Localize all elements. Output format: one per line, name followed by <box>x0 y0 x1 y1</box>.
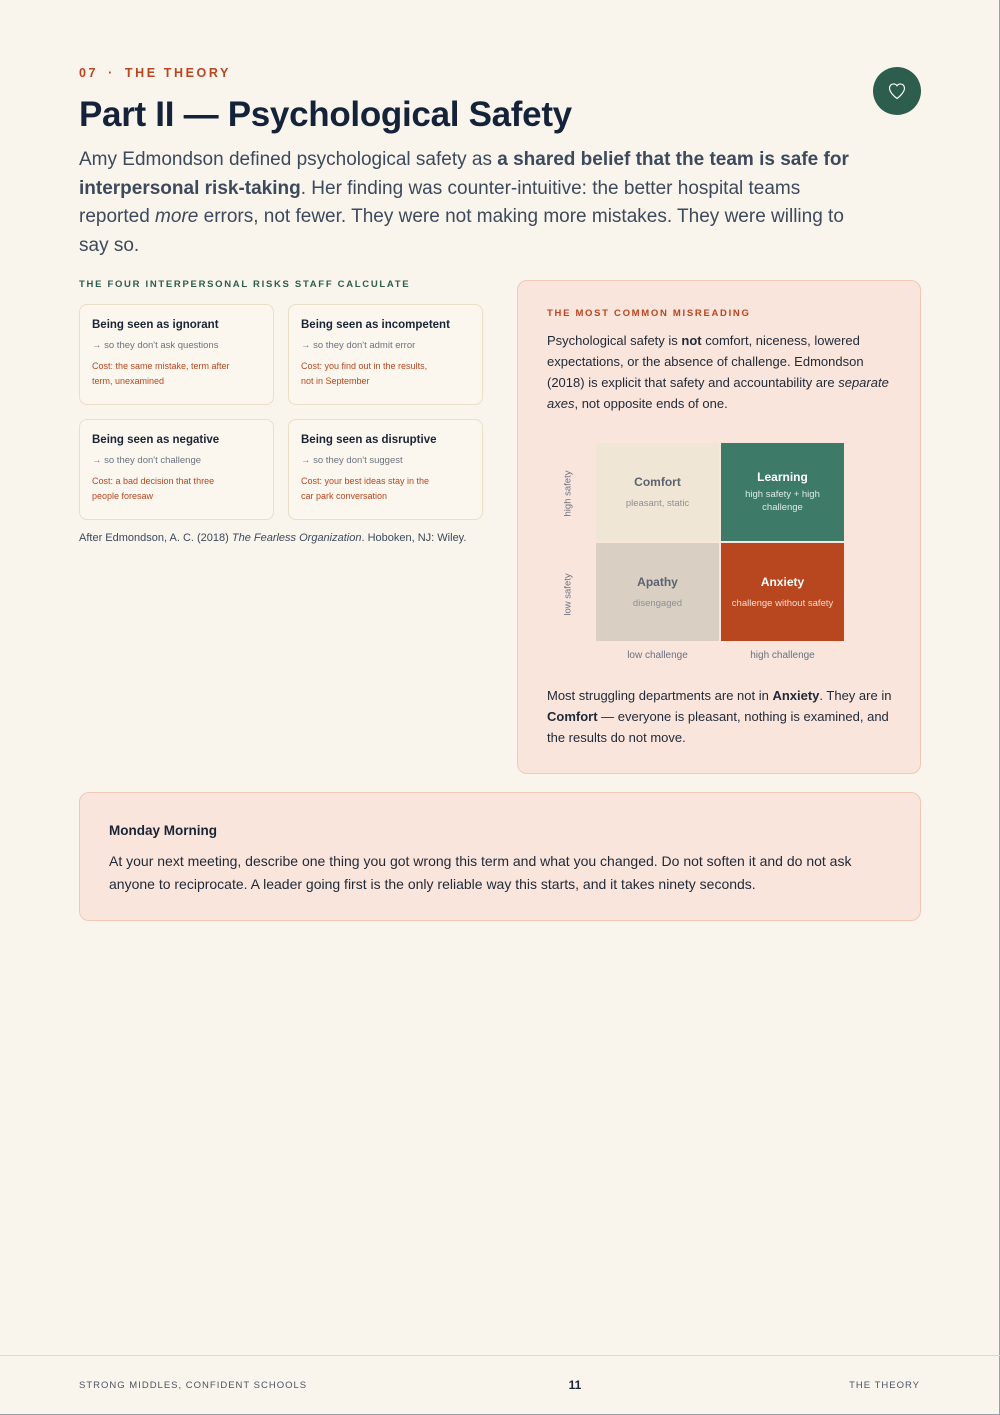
intro-emphasis: more <box>155 206 199 227</box>
quadrant-desc: challenge without safety <box>731 597 834 609</box>
intro-text-3: errors, not fewer. They were not making more mistakes. They were willing to say so. <box>79 206 844 256</box>
conclusion-comfort: Comfort <box>547 709 598 724</box>
credit-book-title: The Fearless Organization <box>231 532 362 544</box>
source-credit <box>79 532 466 544</box>
risk-card-consequence: → so they don't admit error <box>301 340 416 351</box>
quadrant-name: Comfort <box>634 474 681 489</box>
footer-book-title: STRONG MIDDLES, CONFIDENT SCHOOLS <box>79 1380 308 1391</box>
misreading-conclusion <box>547 685 897 748</box>
page-number: 11 <box>568 1378 582 1392</box>
risk-card-cost: Cost: your best ideas stay in the car park conversation <box>301 476 430 501</box>
quadrant-desc: pleasant, static <box>625 497 690 509</box>
risks-heading: THE FOUR INTERPERSONAL RISKS STAFF CALCULATE <box>79 279 411 290</box>
quadrant-anxiety <box>721 543 844 641</box>
intro-paragraph <box>79 146 869 260</box>
risk-card-title: Being seen as ignorant <box>92 319 219 331</box>
x-axis-label-high: high challenge <box>750 650 815 661</box>
quadrant-name: Anxiety <box>760 574 805 589</box>
risk-card-title: Being seen as disruptive <box>301 434 437 446</box>
safety-challenge-matrix <box>596 443 844 641</box>
heart-icon <box>887 81 907 101</box>
y-axis-label-high: high safety <box>562 470 574 517</box>
misreading-text-3: , not opposite ends of one. <box>574 396 728 411</box>
risk-card-cost: Cost: the same mistake, term after term, unexamined <box>92 361 230 386</box>
risk-card <box>79 419 274 520</box>
intro-text-2: . Her finding was counter-intuitive: the better hospital teams reported <box>79 177 801 227</box>
misreading-not: not <box>681 333 702 348</box>
x-axis-label-low: low challenge <box>627 650 688 661</box>
conclusion-text-2: . They are in <box>819 688 892 703</box>
misreading-separate-axes: separate axes <box>547 375 889 411</box>
conclusion-anxiety: Anxiety <box>772 688 820 703</box>
quadrant-learning <box>721 443 844 541</box>
page-title: Part II — Psychological Safety <box>79 95 572 134</box>
intro-text-1: Amy Edmondson defined psychological safety as <box>79 149 498 170</box>
credit-author: After Edmondson, A. C. (2018) <box>79 532 232 544</box>
footer-divider <box>0 1355 1000 1356</box>
callout-body: At your next meeting, describe one thing you got wrong this term and what you changed. Do not soften it and do not ask anyone to reciprocate. A leader going first is the only reliable way this starts, and it takes ninety seconds. <box>109 853 852 892</box>
quadrant-comfort <box>596 443 719 541</box>
quadrant-name: Learning <box>757 470 808 484</box>
quadrant-apathy <box>596 543 719 641</box>
quadrant-name: Apathy <box>637 574 678 589</box>
risk-card-consequence: → so they don't suggest <box>301 455 403 466</box>
eyebrow-separator: · <box>108 66 115 80</box>
quadrant-desc: disengaged <box>632 597 683 609</box>
chapter-eyebrow <box>79 66 231 80</box>
chapter-label: THE THEORY <box>124 66 231 80</box>
misreading-heading: THE MOST COMMON MISREADING <box>547 308 751 319</box>
credit-publisher: . Hoboken, NJ: Wiley. <box>361 532 467 544</box>
risk-card <box>288 304 483 405</box>
intro-definition: a shared belief that the team is safe for interpersonal risk-taking <box>79 149 849 199</box>
risk-card <box>79 304 274 405</box>
quadrant-desc: high safety + high challenge <box>745 489 820 513</box>
risk-card-title: Being seen as incompetent <box>301 319 450 331</box>
risk-card-consequence: → so they don't challenge <box>92 455 202 466</box>
risk-card-title: Being seen as negative <box>92 434 220 446</box>
chapter-badge <box>873 67 921 115</box>
monday-morning-callout <box>79 792 921 921</box>
risk-card-consequence: → so they don't ask questions <box>92 340 219 351</box>
misreading-text-2: comfort, niceness, lowered expectations, or the absence of challenge. Edmondson (2018) is explicit that safety and accountability are <box>547 333 864 390</box>
y-axis-label-low: low safety <box>562 573 574 616</box>
footer-section: THE THEORY <box>849 1380 920 1391</box>
conclusion-text-1: Most struggling departments are not in <box>547 688 773 703</box>
conclusion-text-3: — everyone is pleasant, nothing is examined, and the results do not move. <box>547 709 889 745</box>
chapter-number: 07 <box>79 66 99 80</box>
callout-title: Monday Morning <box>109 823 217 838</box>
risk-card <box>288 419 483 520</box>
misreading-text-1: Psychological safety is <box>547 333 682 348</box>
misreading-paragraph <box>547 330 897 414</box>
risk-card-cost: Cost: a bad decision that three people foresaw <box>92 476 215 501</box>
risk-card-cost: Cost: you find out in the results, not in September <box>301 361 428 386</box>
